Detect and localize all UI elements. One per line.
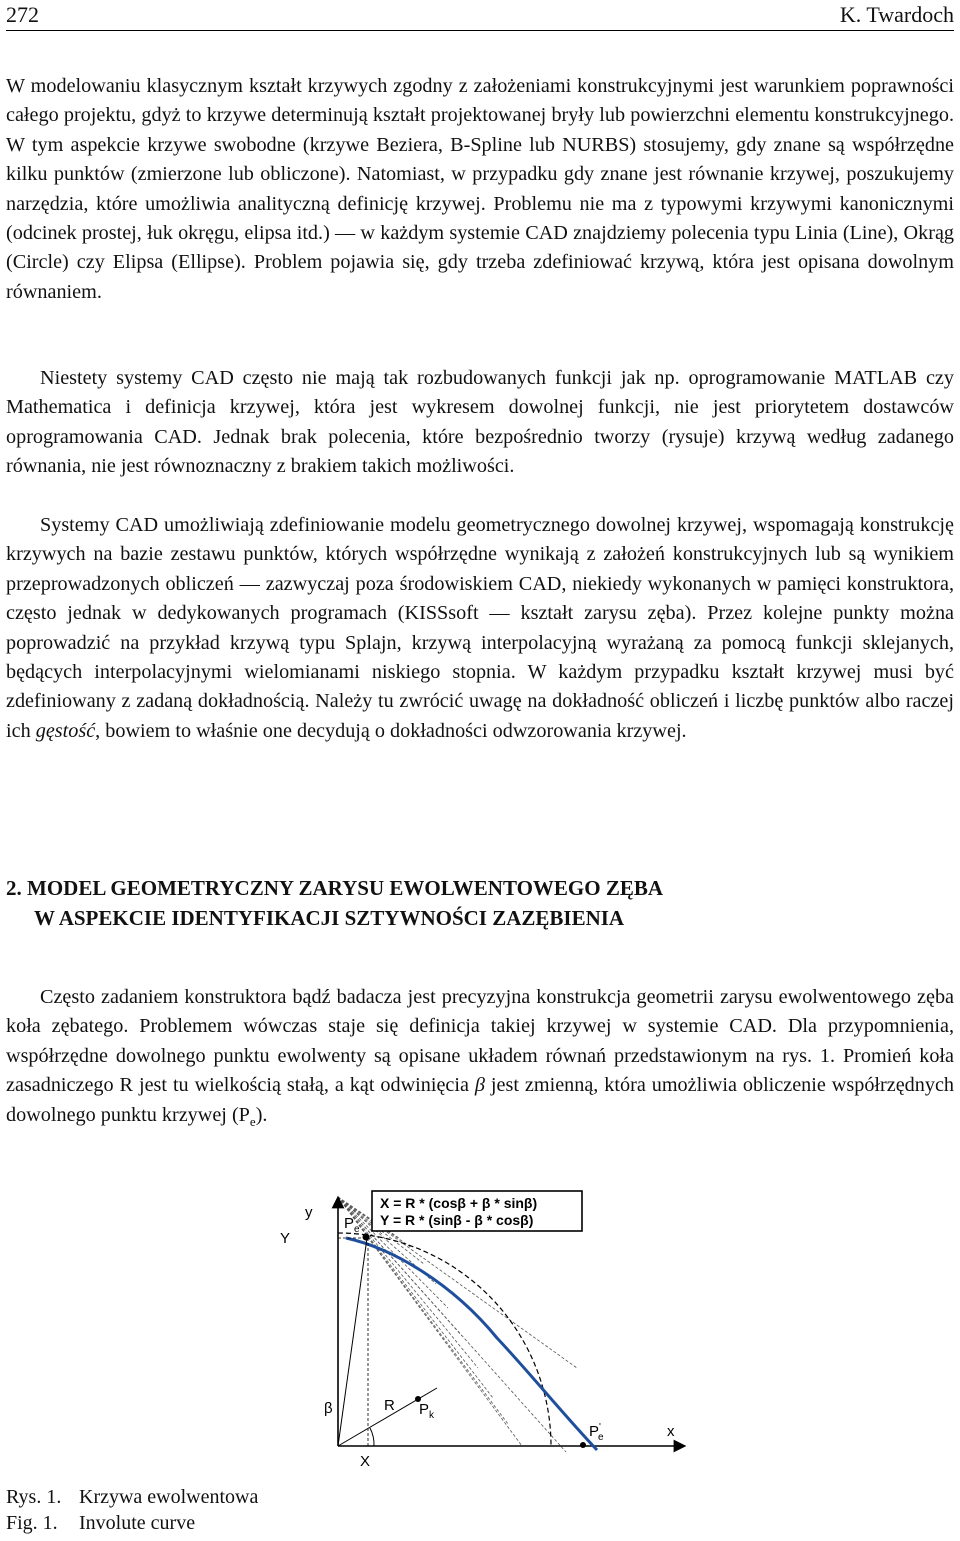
involute-curve xyxy=(346,1238,597,1450)
label-pe: $P_e$ xyxy=(344,1215,360,1235)
paragraph-text: Niestety systemy CAD często nie mają tak rozbudowanych funkcji jak np. oprogramowanie MATLAB czy Mathematica i definicja krzywej, która jest wykresem dowolnej funkcji, nie jest priorytetem dostawców oprogramowania CAD. Jednak brak polecenia, które bezpośrednio tworzy (rysuje) krzywą według zadanego równania, nie jest równoznaczny z brakiem takich możliwości. xyxy=(6,367,954,478)
paragraph-2 xyxy=(6,364,954,482)
tangent-lines xyxy=(338,1197,577,1452)
running-author: K. Twardoch xyxy=(839,2,954,27)
caption-key: Rys. 1. xyxy=(6,1486,62,1508)
page-header xyxy=(6,0,954,31)
paragraph-text-part: Często zadaniem konstruktora bądź badacza jest precyzyjna konstrukcja geometrii zarysu ewolwentowego zęba koła zębatego. Problemem wówczas staje się definicja takiej krzywej w systemie CAD. Dla przypomnienia, współrzędne dowolnego punktu ewolwenty są opisane układem równań przedstawionym na rys. 1. Promień koła zasadniczego R jest tu wielkością stałą, a kąt odwinięcia xyxy=(6,986,954,1097)
point-pe-prime xyxy=(580,1442,586,1448)
label-beta: β xyxy=(324,1400,333,1417)
label-y: y xyxy=(305,1204,313,1221)
paragraph-text xyxy=(6,511,954,746)
caption-text: Involute curve xyxy=(79,1512,196,1534)
beta-angle-arc xyxy=(370,1428,374,1446)
beta-symbol: β xyxy=(474,1074,485,1097)
label-R: R xyxy=(384,1397,395,1414)
paragraph-3 xyxy=(6,511,954,746)
caption-pl xyxy=(6,1484,258,1510)
paragraph-1 xyxy=(6,72,954,307)
equation-x: X = R * (cosβ + β * sinβ) xyxy=(380,1195,538,1211)
figure-caption xyxy=(6,1484,258,1536)
involute-figure xyxy=(262,1188,712,1478)
paragraph-text-part: jest zmienną, która umożliwia obliczenie współrzędnych dowolnego punktu krzywej (P xyxy=(6,1074,954,1126)
paragraph-text: W modelowaniu klasycznym kształt krzywych zgodny z założeniami konstrukcyjnymi jest warunkiem poprawności całego projektu, gdyż to krzywe determinują kształt projektowanej bryły lub powierzchni elementu konstrukcyjnego. W tym aspekcie krzywe swobodne (krzywe Beziera, B-Spline lub NURBS) stosujemy, gdy znane są współrzędne kilku punktów (zmierzone lub obliczone). Natomiast, w przypadku gdy znane jest równanie krzywej, poszukujemy narzędzia, które umożliwia analityczną definicję krzywej. Problemu nie ma z typowymi krzywymi kanonicznymi (odcinek prostej, łuk okręgu, elipsa itd.) — w każdym systemie CAD znajdziemy polecenia typu Linia (Line), Okrąg (Circle) czy Elipsa (Ellipse). Problem pojawia się, gdy trzeba zdefiniować krzywą, która jest opisana dowolnym równaniem. xyxy=(6,75,954,303)
section-heading xyxy=(6,873,954,933)
paragraph-text xyxy=(6,983,954,1136)
section-heading-line-2: W ASPEKCIE IDENTYFIKACJI SZTYWNOŚCI ZAZĘBIENIA xyxy=(34,906,625,930)
radius-line-2 xyxy=(338,1238,367,1446)
paragraph-text-part: Systemy CAD umożliwiają zdefiniowanie modelu geometrycznego dowolnej krzywej, wspomagają konstrukcję krzywych na bazie zestawu punktów, których współrzędne wynikają z założeń konstrukcyjnych lub są wynikiem przeprowadzonych obliczeń — zazwyczaj poza środowiskiem CAD, niekiedy wykonanych w pamięci konstruktora, często jednak w dedykowanych programach (KISSsoft — kształt zarysu zęba). Przez kolejne punkty można poprowadzić na przykład krzywą typu Splajn, krzywą interpolacyjną wyrażaną za pomocą funkcji sklejanych, będących interpolacyjnymi wielomianami niskiego stopnia. W każdym przypadku kształt krzywej musi być zdefiniowany z zadaną dokładnością. Należy tu zwrócić uwagę na dokładność obliczeń i liczbę punktów albo raczej ich xyxy=(6,514,954,742)
label-X: X xyxy=(360,1453,371,1470)
equation-y: Y = R * (sinβ - β * cosβ) xyxy=(380,1212,534,1228)
paragraph-text-part: , bowiem to właśnie one decydują o dokładności odwzorowania krzywej. xyxy=(95,719,687,742)
label-pe-prime: P' e xyxy=(589,1422,604,1443)
label-Y: Y xyxy=(280,1230,291,1247)
caption-en xyxy=(6,1510,258,1536)
page-number: 272 xyxy=(6,2,39,27)
caption-text: Krzywa ewolwentowa xyxy=(79,1486,259,1508)
paragraph-text-part: ). xyxy=(255,1103,268,1126)
paragraph-4 xyxy=(6,983,954,1136)
subscript-e: e xyxy=(249,1113,256,1129)
caption-key: Fig. 1. xyxy=(6,1512,58,1534)
label-x: x xyxy=(667,1423,675,1440)
section-heading-line-1: 2. MODEL GEOMETRYCZNY ZARYSU EWOLWENTOWEGO ZĘBA xyxy=(6,876,664,900)
label-pk: $P_k$ xyxy=(419,1401,435,1421)
emphasis-gestosc: gęstość xyxy=(35,719,96,742)
point-pe xyxy=(363,1234,370,1241)
